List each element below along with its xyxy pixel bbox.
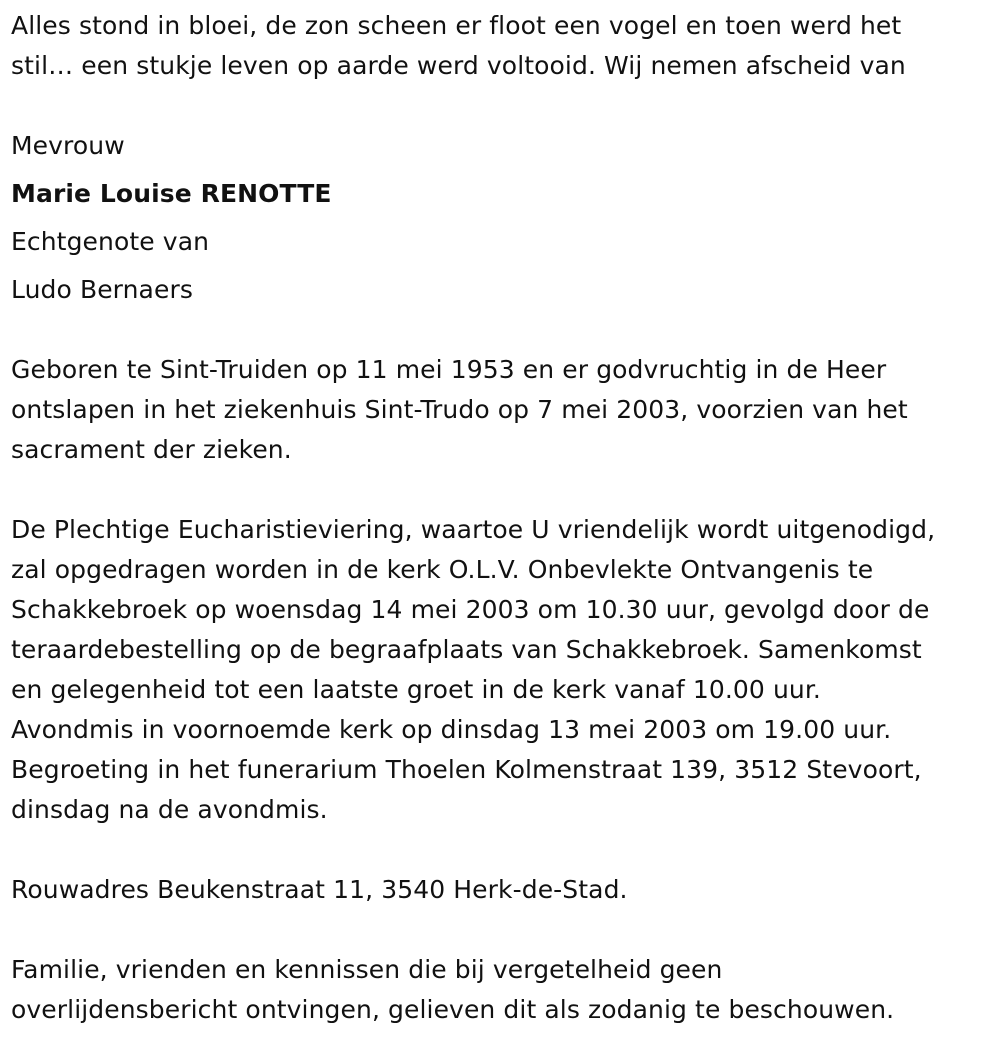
ceremony-line-3: Schakkebroek op woensdag 14 mei 2003 om 10.30 uur, gevolgd door de	[11, 595, 930, 624]
mourning-address: Rouwadres Beukenstraat 11, 3540 Herk-de-Stad.	[11, 875, 628, 904]
salutation: Mevrouw	[11, 131, 125, 160]
deceased-name: Marie Louise RENOTTE	[11, 179, 332, 208]
ceremony-line-1: De Plechtige Eucharistieviering, waartoe U vriendelijk wordt uitgenodigd,	[11, 515, 936, 544]
ceremony-line-7: Begroeting in het funerarium Thoelen Kolmenstraat 139, 3512 Stevoort,	[11, 755, 922, 784]
ceremony-line-6: Avondmis in voornoemde kerk op dinsdag 13 mei 2003 om 19.00 uur.	[11, 715, 892, 744]
birth-death-line-2: ontslapen in het ziekenhuis Sint-Trudo op 7 mei 2003, voorzien van het	[11, 395, 908, 424]
spouse-name: Ludo Bernaers	[11, 275, 193, 304]
closing-line-2: overlijdensbericht ontvingen, gelieven dit als zodanig te beschouwen.	[11, 995, 895, 1024]
birth-death-line-1: Geboren te Sint-Truiden op 11 mei 1953 en er godvruchtig in de Heer	[11, 355, 887, 384]
relation-label: Echtgenote van	[11, 227, 210, 256]
ceremony-line-4: teraardebestelling op de begraafplaats van Schakkebroek. Samenkomst	[11, 635, 922, 664]
birth-death-line-3: sacrament der zieken.	[11, 435, 292, 464]
ceremony-line-5: en gelegenheid tot een laatste groet in de kerk vanaf 10.00 uur.	[11, 675, 821, 704]
intro-line-2: stil… een stukje leven op aarde werd voltooid. Wij nemen afscheid van	[11, 51, 906, 80]
closing-line-1: Familie, vrienden en kennissen die bij vergetelheid geen	[11, 955, 723, 984]
intro-line-1: Alles stond in bloei, de zon scheen er floot een vogel en toen werd het	[11, 11, 902, 40]
ceremony-line-8: dinsdag na de avondmis.	[11, 795, 328, 824]
ceremony-line-2: zal opgedragen worden in de kerk O.L.V. Onbevlekte Ontvangenis te	[11, 555, 874, 584]
